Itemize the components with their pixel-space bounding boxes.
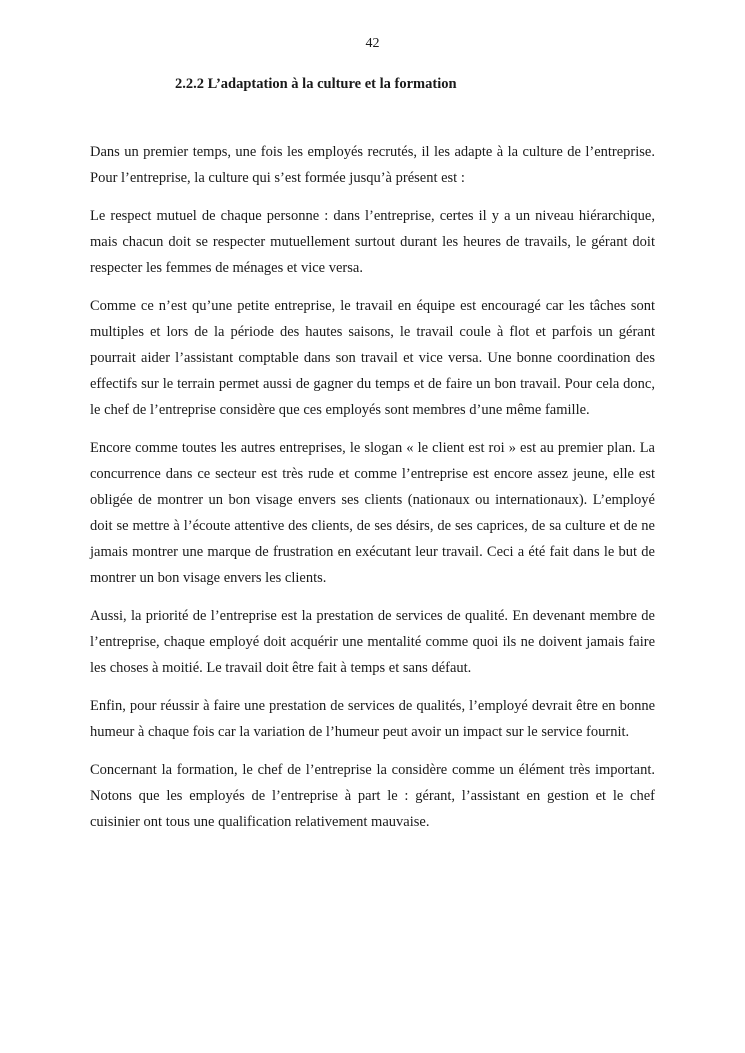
paragraph: Concernant la formation, le chef de l’entreprise la considère comme un élément très important. Notons que les employés de l’entreprise à part le : gérant, l’assistant en gestion et le chef cuisinier ont tous une qualification relativement mauvaise. bbox=[90, 762, 655, 830]
page-number: 42 bbox=[365, 36, 380, 51]
paragraph: Aussi, la priorité de l’entreprise est la prestation de services de qualité. En devenant membre de l’entreprise, chaque employé doit acquérir une mentalité comme quoi ils ne doivent jamais faire les choses à moitié. Le travail doit être fait à temps et sans défaut. bbox=[90, 608, 655, 676]
paragraph: Le respect mutuel de chaque personne : dans l’entreprise, certes il y a un niveau hiérarchique, mais chacun doit se respecter mutuellement surtout durant les heures de travails, le gérant doit respecter les femmes de ménages et vice versa. bbox=[90, 208, 655, 276]
paragraph: Dans un premier temps, une fois les employés recrutés, il les adapte à la culture de l’entreprise. Pour l’entreprise, la culture qui s’est formée jusqu’à présent est : bbox=[90, 144, 655, 186]
body-text bbox=[90, 139, 655, 835]
paragraph: Comme ce n’est qu’une petite entreprise, le travail en équipe est encouragé car les tâches sont multiples et lors de la période des hautes saisons, le travail coule à flot et parfois un gérant pourrait aider l’assistant comptable dans son travail et vice versa. Une bonne coordination des effectifs sur le terrain permet aussi de gagner du temps et de faire un bon travail. Pour cela donc, le chef de l’entreprise considère que ces employés sont membres d’une même famille. bbox=[90, 298, 655, 418]
paragraph: Encore comme toutes les autres entreprises, le slogan « le client est roi » est au premier plan. La concurrence dans ce secteur est très rude et comme l’entreprise est encore assez jeune, elle est obligée de montrer un bon visage envers ses clients (nationaux ou internationaux). L’employé doit se mettre à l’écoute attentive des clients, de ses désirs, de ses caprices, de sa culture et de ne jamais montrer une marque de frustration en exécutant leur travail. Ceci a été fait dans le but de montrer un bon visage envers les clients. bbox=[90, 440, 655, 586]
section-heading: 2.2.2 L’adaptation à la culture et la formation bbox=[175, 76, 457, 92]
paragraph: Enfin, pour réussir à faire une prestation de services de qualités, l’employé devrait être en bonne humeur à chaque fois car la variation de l’humeur peut avoir un impact sur le service fournit. bbox=[90, 698, 655, 740]
